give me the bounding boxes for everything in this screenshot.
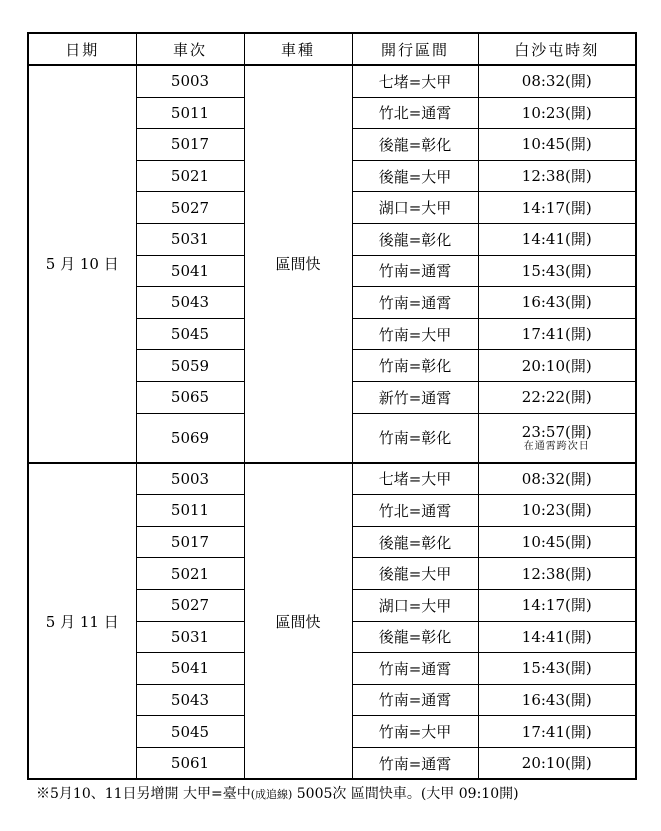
departure-time-cell	[478, 684, 636, 716]
route-cell: 竹南=彰化	[352, 350, 478, 382]
footnote-main: ※5月10、11日另增開 大甲=臺中	[36, 786, 251, 802]
departure-time: 16:43(開)	[521, 293, 592, 312]
route-cell: 湖口=大甲	[352, 589, 478, 621]
departure-time-cell	[478, 747, 636, 779]
table-row	[28, 463, 636, 495]
route-cell: 竹北=通霄	[352, 97, 478, 129]
departure-time: 10:23(開)	[521, 103, 592, 122]
departure-time: 15:43(開)	[521, 659, 592, 678]
train-number-cell: 5041	[136, 653, 244, 685]
train-number-cell: 5021	[136, 160, 244, 192]
train-number-cell: 5011	[136, 495, 244, 527]
departure-time: 17:41(開)	[521, 722, 592, 741]
train-number-cell: 5003	[136, 463, 244, 495]
departure-time: 23:57(開)	[521, 422, 592, 441]
departure-time-cell	[478, 716, 636, 748]
header-time: 白沙屯時刻	[478, 33, 636, 65]
departure-time: 14:41(開)	[521, 230, 592, 249]
departure-time: 20:10(開)	[521, 754, 592, 773]
train-type-cell: 區間快	[244, 65, 352, 463]
train-number-cell: 5011	[136, 97, 244, 129]
departure-time-cell	[478, 65, 636, 97]
departure-time: 08:32(開)	[521, 72, 592, 91]
departure-time-cell	[478, 97, 636, 129]
departure-time-cell	[478, 381, 636, 413]
departure-time-cell	[478, 526, 636, 558]
route-cell: 後龍=大甲	[352, 160, 478, 192]
departure-time: 12:38(開)	[521, 564, 592, 583]
departure-time-cell	[478, 287, 636, 319]
train-type-cell: 區間快	[244, 463, 352, 780]
train-number-cell: 5045	[136, 716, 244, 748]
departure-time: 08:32(開)	[521, 469, 592, 488]
train-number-cell: 5017	[136, 129, 244, 161]
route-cell: 七堵=大甲	[352, 463, 478, 495]
train-number-cell: 5003	[136, 65, 244, 97]
route-cell: 竹南=通霄	[352, 747, 478, 779]
route-cell: 竹南=大甲	[352, 716, 478, 748]
route-cell: 後龍=彰化	[352, 526, 478, 558]
header-route: 開行區間	[352, 33, 478, 65]
header-date: 日期	[28, 33, 136, 65]
route-cell: 竹南=通霄	[352, 255, 478, 287]
departure-time-cell	[478, 413, 636, 463]
train-number-cell: 5059	[136, 350, 244, 382]
route-cell: 竹南=通霄	[352, 684, 478, 716]
train-number-cell: 5041	[136, 255, 244, 287]
time-note: 在通霄跨次日	[523, 440, 590, 452]
route-cell: 新竹=通霄	[352, 381, 478, 413]
train-number-cell: 5045	[136, 318, 244, 350]
footnote-line: (成追線)	[250, 788, 293, 801]
departure-time-cell	[478, 223, 636, 255]
footnote-rest: 5005次 區間快車。(大甲 09:10開)	[292, 786, 519, 802]
departure-time-cell	[478, 318, 636, 350]
train-number-cell: 5017	[136, 526, 244, 558]
departure-time-cell	[478, 589, 636, 621]
departure-time: 12:38(開)	[521, 167, 592, 186]
departure-time-cell	[478, 192, 636, 224]
departure-time-cell	[478, 463, 636, 495]
departure-time: 10:45(開)	[521, 533, 592, 552]
departure-time: 14:17(開)	[521, 198, 592, 217]
train-number-cell: 5031	[136, 621, 244, 653]
date-cell: 5 月 10 日	[28, 65, 136, 463]
table-row	[28, 65, 636, 97]
route-cell: 竹南=通霄	[352, 653, 478, 685]
departure-time-cell	[478, 653, 636, 685]
route-cell: 七堵=大甲	[352, 65, 478, 97]
departure-time-cell	[478, 160, 636, 192]
header-train-type: 車種	[244, 33, 352, 65]
train-number-cell: 5031	[136, 223, 244, 255]
route-cell: 後龍=彰化	[352, 129, 478, 161]
departure-time: 15:43(開)	[521, 261, 592, 280]
route-cell: 竹北=通霄	[352, 495, 478, 527]
train-number-cell: 5061	[136, 747, 244, 779]
footnote	[36, 783, 519, 803]
route-cell: 後龍=彰化	[352, 621, 478, 653]
route-cell: 竹南=彰化	[352, 413, 478, 463]
departure-time-cell	[478, 495, 636, 527]
train-number-cell: 5065	[136, 381, 244, 413]
departure-time: 16:43(開)	[521, 690, 592, 709]
route-cell: 湖口=大甲	[352, 192, 478, 224]
train-number-cell: 5021	[136, 558, 244, 590]
date-cell: 5 月 11 日	[28, 463, 136, 780]
departure-time: 14:17(開)	[521, 596, 592, 615]
route-cell: 竹南=通霄	[352, 287, 478, 319]
route-cell: 竹南=大甲	[352, 318, 478, 350]
header-train: 車次	[136, 33, 244, 65]
departure-time: 17:41(開)	[521, 325, 592, 344]
route-cell: 後龍=彰化	[352, 223, 478, 255]
departure-time: 20:10(開)	[521, 356, 592, 375]
departure-time: 10:23(開)	[521, 501, 592, 520]
departure-time-cell	[478, 558, 636, 590]
departure-time-cell	[478, 350, 636, 382]
train-number-cell: 5043	[136, 287, 244, 319]
departure-time: 22:22(開)	[521, 388, 592, 407]
train-number-cell: 5043	[136, 684, 244, 716]
departure-time-cell	[478, 255, 636, 287]
departure-time-cell	[478, 129, 636, 161]
header-row	[28, 33, 636, 65]
schedule-table	[27, 32, 637, 780]
departure-time: 14:41(開)	[521, 627, 592, 646]
departure-time-cell	[478, 621, 636, 653]
train-number-cell: 5027	[136, 192, 244, 224]
train-number-cell: 5027	[136, 589, 244, 621]
departure-time: 10:45(開)	[521, 135, 592, 154]
train-number-cell: 5069	[136, 413, 244, 463]
route-cell: 後龍=大甲	[352, 558, 478, 590]
schedule-body	[28, 65, 636, 779]
